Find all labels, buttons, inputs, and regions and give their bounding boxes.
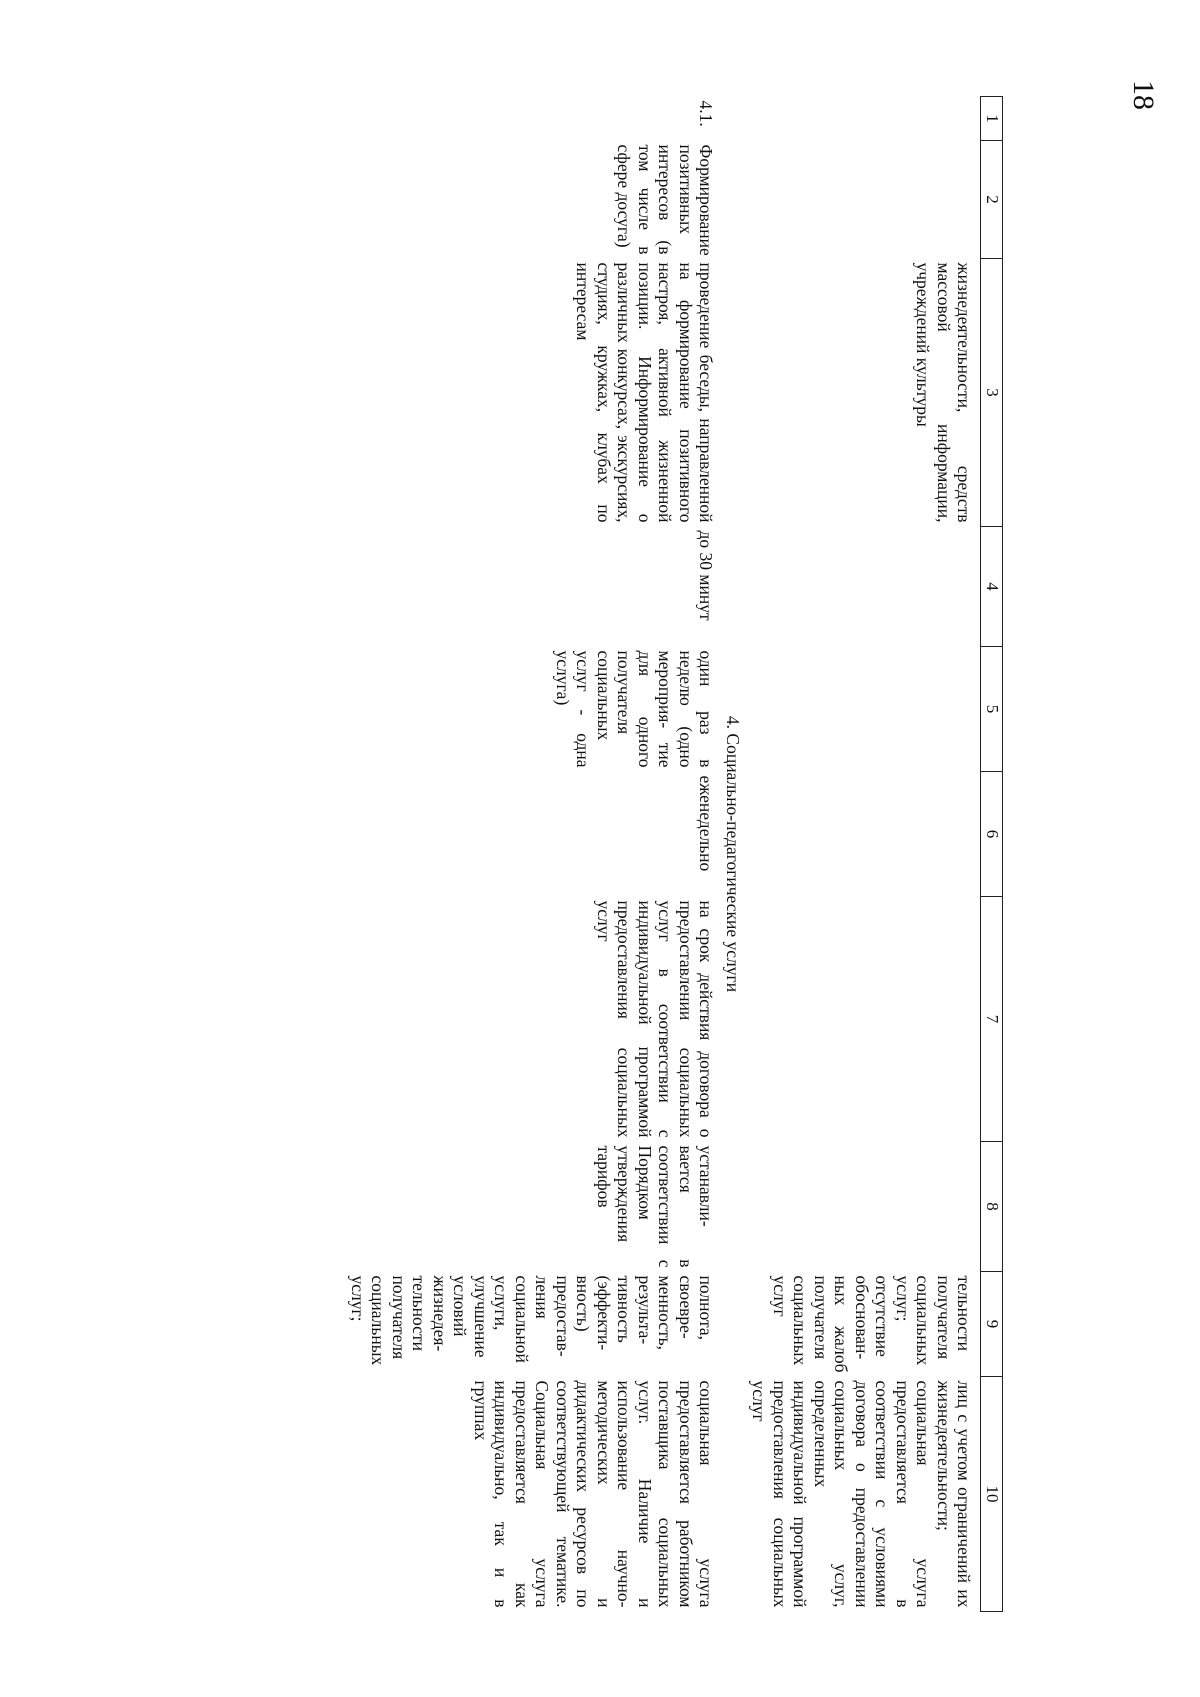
col-header-7: 7: [981, 897, 1003, 1142]
service-tariff: устанавли- вается в соответствии с Порядком утверждения тарифов: [594, 1145, 717, 1268]
col-header-3: 3: [981, 259, 1003, 527]
col-header-8: 8: [981, 1142, 1003, 1272]
col-header-5: 5: [981, 647, 1003, 772]
service-frequency: один раз в неделю (одно мероприя- тие для одного получателя социальных услуг - одна услуга): [553, 650, 717, 768]
cont-cell-9: тельности получателя социальных услуг; отсутствие обоснован- ных жалоб получателя социальных услуг: [770, 1275, 975, 1373]
section-title: 4. Социально-педагогические услуги: [723, 715, 743, 993]
service-name: Формирование позитивных интересов (в том числе в сфере досуга): [614, 144, 717, 256]
cont-cell-10: лиц с учетом ограничений их жизнедеятельности; социальная услуга предоставляется в соответствии с условиями договора о предоставлении социальных услуг, определенных индивидуальной программой предоставления социальных услуг: [749, 1380, 975, 1608]
column-number-row: [981, 97, 1003, 1612]
page-number: 18: [1127, 80, 1160, 110]
cont-cell-3: жизнедеятельности, средств массовой информации, учреждений культуры: [913, 262, 975, 523]
row-number: 4.1.: [696, 100, 717, 127]
rotated-table-page: [208, 96, 1003, 1611]
table-row: [348, 97, 723, 1612]
services-table: [348, 96, 1004, 1612]
col-header-4: 4: [981, 527, 1003, 647]
col-header-9: 9: [981, 1272, 1003, 1377]
col-header-1: 1: [981, 97, 1003, 141]
service-duration: до 30 минут: [696, 530, 717, 621]
col-header-10: 10: [981, 1377, 1003, 1612]
section-row: [723, 97, 750, 1612]
quality-indicators: полнота, своевре- менность, результа- тивность (эффекти- вность) предостав- ления социальной услуги, улучшение условий жизнедея- тельности получателя социальных услуг;: [348, 1275, 717, 1366]
service-periodicity: еженедельно: [696, 775, 717, 872]
service-conditions: социальная услуга предоставляется работником поставщика социальных услуг. Наличие и использование научно- методических и дидактических ресурсов по соответствующей тематике. Социальная услуга предоставляется как индивидуально, так и в группах: [471, 1380, 717, 1608]
col-header-6: 6: [981, 772, 1003, 897]
continued-row: [749, 97, 981, 1612]
service-term: на срок действия договора о предоставлении социальных услуг в соответствии с индивидуальной программой предоставления социальных услуг: [594, 900, 717, 1138]
col-header-2: 2: [981, 141, 1003, 259]
service-description: проведение беседы, направленной на формирование позитивного настроя, активной жизненной позиции. Информирование о различных конкурсах, экскурсиях, студиях, кружках, клубах по интересам: [573, 262, 717, 523]
